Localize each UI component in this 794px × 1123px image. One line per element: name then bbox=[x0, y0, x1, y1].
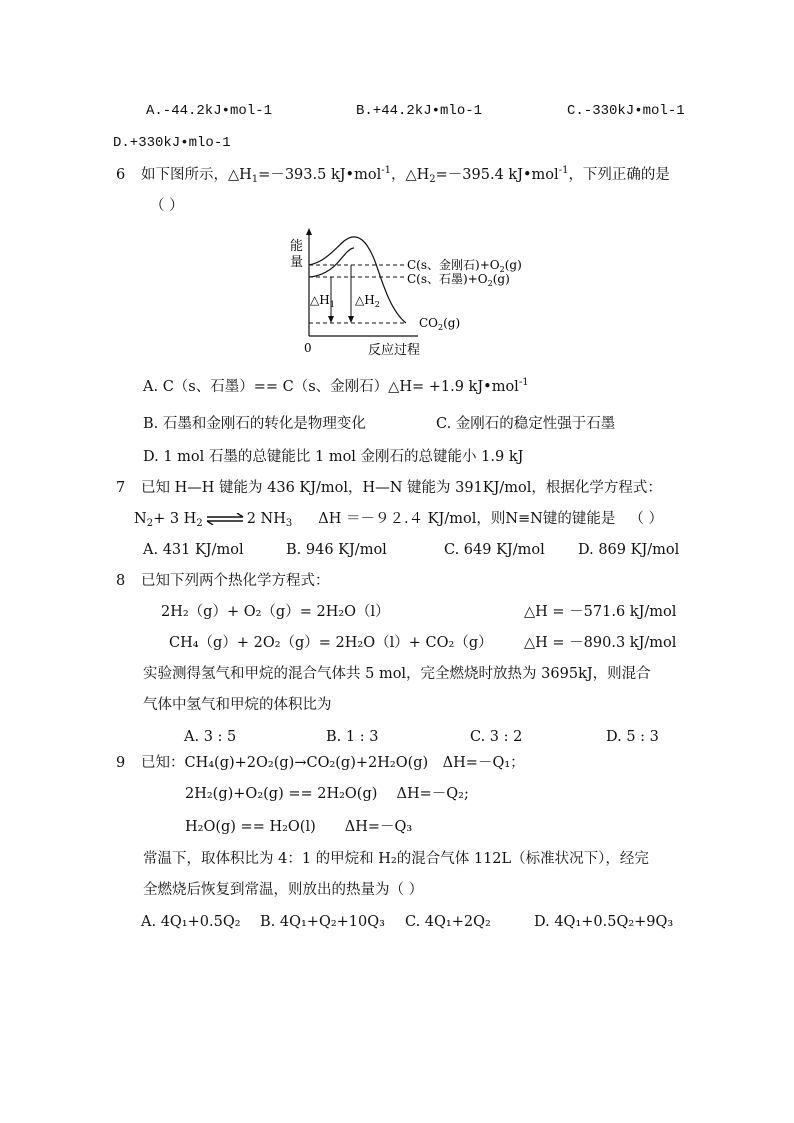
q5-option-d: D.+330kJ•mlo-1 bbox=[113, 135, 231, 151]
q9-line-4: 常温下，取体积比为 4：1 的甲烷和 H₂的混合气体 112L（标准状况下），经完 bbox=[143, 851, 649, 867]
q8-equation-2: CH₄（g）+ 2O₂（g）= 2H₂O（l）+ CO₂（g） bbox=[169, 635, 493, 651]
dh2-label: $\triangle H_2$ bbox=[355, 293, 380, 309]
q9-number: 9 bbox=[116, 755, 126, 771]
dh1-label: $\triangle H_1$ bbox=[310, 293, 335, 309]
q9-option-c: C. 4Q₁+2Q₂ bbox=[405, 914, 491, 930]
q6-option-c: C. 金刚石的稳定性强于石墨 bbox=[436, 416, 616, 432]
diagram-ylabel-1: 能 bbox=[290, 239, 304, 254]
q6-number: 6 bbox=[116, 167, 126, 183]
q5-option-c: C.-330kJ•mol-1 bbox=[567, 103, 685, 119]
q7-number: 7 bbox=[116, 480, 126, 496]
q6-option-d: D. 1 mol 石墨的总键能比 1 mol 金刚石的总键能小 1.9 kJ bbox=[143, 449, 524, 465]
q5-option-a: A.-44.2kJ•mol-1 bbox=[146, 103, 273, 119]
q6-answer-paren: （ ） bbox=[150, 198, 184, 214]
graphite-label: C(s、石墨)$+O_2(g)$ bbox=[407, 272, 510, 288]
q9-option-a: A. 4Q₁+0.5Q₂ bbox=[141, 914, 241, 930]
q6-option-a: A. C（s、石墨）== C（s、金刚石）△H= +1.9 kJ•mol$^{-1}$ bbox=[143, 377, 529, 395]
equilibrium-arrow-icon bbox=[205, 513, 245, 525]
q9-option-d: D. 4Q₁+0.5Q₂+9Q₃ bbox=[534, 914, 674, 930]
q8-option-a: A. 3 : 5 bbox=[184, 729, 237, 745]
diamond-label: C(s、金刚石)$+O_2(g)$ bbox=[407, 258, 522, 274]
q7-equation: $N_2+ 3$ $H_2$ 2 $NH_3$ ΔH ＝－９２.４ KJ/mol，则N≡N键的键能是 （ ） bbox=[134, 511, 663, 529]
q5-option-b: B.+44.2kJ•mlo-1 bbox=[356, 103, 483, 119]
q8-equation-1-dh: △H = －571.6 kJ/mol bbox=[524, 604, 677, 620]
q8-number: 8 bbox=[116, 573, 126, 589]
q7-option-a: A. 431 KJ/mol bbox=[143, 542, 244, 558]
q9-line-5: 全燃烧后恢复到常温，则放出的热量为（ ） bbox=[143, 882, 424, 898]
q9-option-b: B. 4Q₁+Q₂+10Q₃ bbox=[260, 914, 385, 930]
y-axis-arrow bbox=[306, 228, 312, 235]
q8-stem: 已知下列两个热化学方程式： bbox=[141, 573, 330, 589]
q9-equation-1: 已知：CH₄(g)+2O₂(g)→CO₂(g)+2H₂O(g) ΔH=－Q₁； bbox=[141, 755, 525, 771]
diagram-xlabel: 反应过程 bbox=[368, 343, 421, 358]
q8-equation-1: 2H₂（g）+ O₂（g）= 2H₂O（l） bbox=[161, 604, 390, 620]
q8-option-c: C. 3 : 2 bbox=[470, 729, 523, 745]
q9-equation-3: H₂O(g) == H₂O(l) ΔH=－Q₃ bbox=[185, 819, 413, 835]
q7-option-b: B. 946 KJ/mol bbox=[286, 542, 387, 558]
co2-label: $CO_2(g)$ bbox=[419, 316, 461, 332]
q6-option-b: B. 石墨和金刚石的转化是物理变化 bbox=[143, 416, 366, 432]
q8-equation-2-dh: △H = －890.3 kJ/mol bbox=[524, 635, 677, 651]
q9-equation-2: 2H₂(g)+O₂(g) == 2H₂O(g) ΔH=－Q₂; bbox=[185, 786, 469, 802]
q7-option-c: C. 649 KJ/mol bbox=[444, 542, 545, 558]
diagram-ylabel-2: 量 bbox=[290, 255, 304, 270]
q8-option-b: B. 1 : 3 bbox=[326, 729, 379, 745]
q8-line-4: 气体中氢气和甲烷的体积比为 bbox=[143, 697, 332, 713]
q6-stem: 如下图所示，$\triangle H_1=-393.5$ kJ•mol$^{-1}$，$\triangle H_2=-395.4$ kJ•mol$^{-1}$，下列正确的是 bbox=[141, 165, 670, 185]
q8-option-d: D. 5 : 3 bbox=[606, 729, 659, 745]
energy-diagram bbox=[288, 226, 538, 358]
q8-line-3: 实验测得氢气和甲烷的混合气体共 5 mol，完全燃烧时放热为 3695kJ，则混合 bbox=[143, 666, 651, 682]
q7-stem: 已知 H—H 键能为 436 KJ/mol，H—N 键能为 391KJ/mol，根据化学方程式： bbox=[141, 480, 662, 496]
diagram-origin: 0 bbox=[304, 341, 312, 355]
diamond-curve bbox=[309, 237, 406, 323]
q7-option-d: D. 869 KJ/mol bbox=[578, 542, 680, 558]
